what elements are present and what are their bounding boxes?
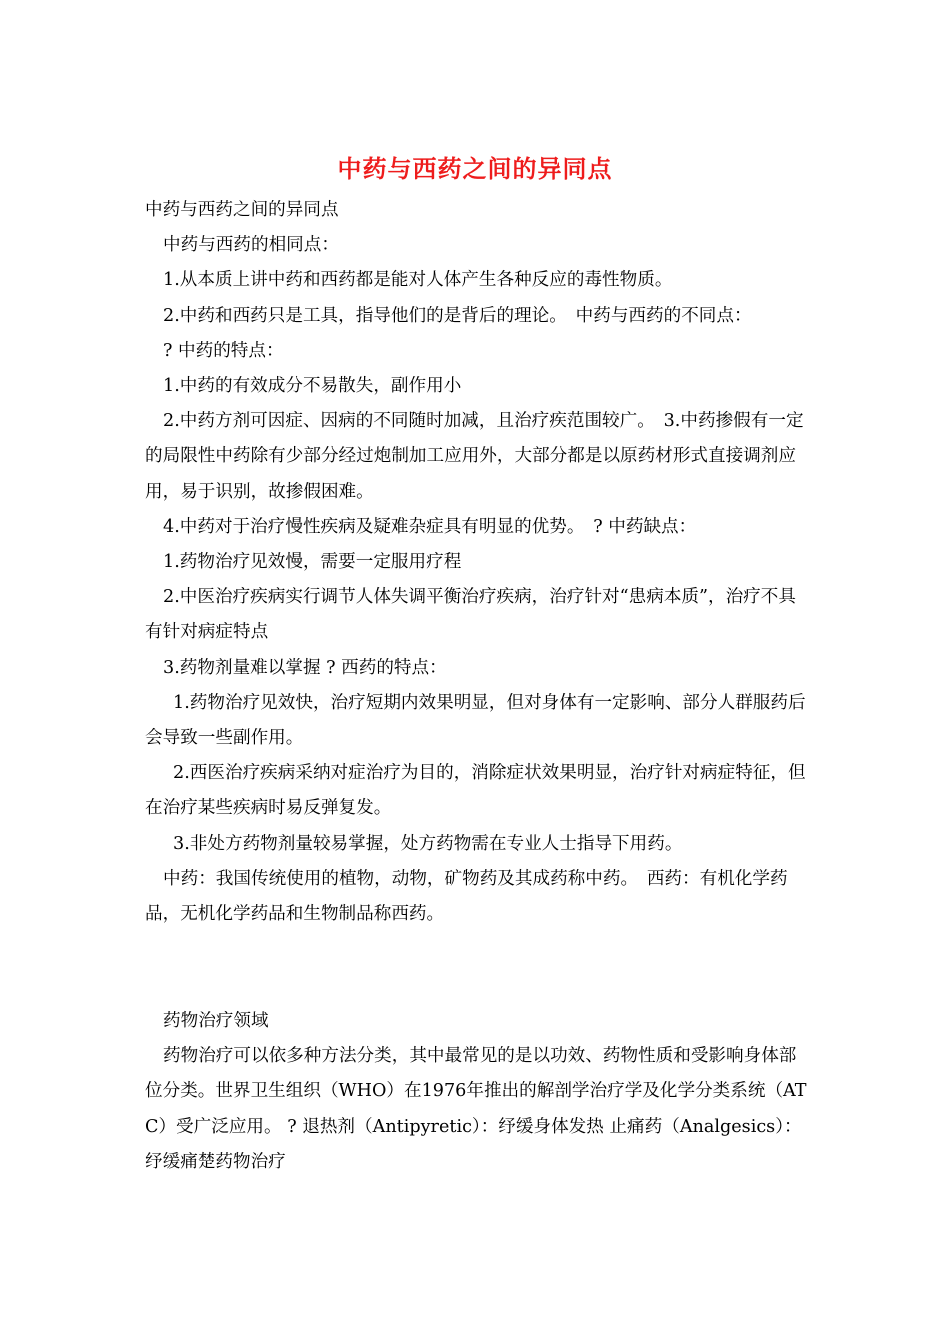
document-title: 中药与西药之间的异同点 [337, 154, 613, 183]
paragraph: 1.药物治疗见效快，治疗短期内效果明显，但对身体有一定影响、部分人群服药后会导致一些副作用。 [145, 692, 806, 749]
paragraph: 中药与西药的相同点： [163, 235, 339, 256]
paragraph: 3.非处方药物剂量较易掌握，处方药物需在专业人士指导下用药。 [173, 833, 683, 854]
paragraph: 1.中药的有效成分不易散失，副作用小 [163, 376, 462, 397]
paragraph: 2.西医治疗疾病采纳对症治疗为目的，消除症状效果明显，治疗针对病症特征，但在治疗某些疾病时易反弹复发。 [145, 763, 806, 819]
paragraph: 1.药物治疗见效慢，需要一定服用疗程 [163, 552, 462, 573]
paragraph: ? 中药的特点： [163, 340, 284, 361]
document-section-2 [145, 1004, 810, 1180]
document-body [145, 193, 810, 932]
paragraph: 2.中医治疗疾病实行调节人体失调平衡治疗疾病，治疗针对“患病本质”，治疗不具有针对病症特点 [145, 587, 796, 643]
paragraph: 中药：我国传统使用的植物，动物，矿物药及其成药称中药。 西药：有机化学药品，无机化学药品和生物制品称西药。 [145, 868, 788, 925]
paragraph: 2.中药和西药只是工具，指导他们的是背后的理论。 中药与西药的不同点： [163, 305, 752, 326]
paragraph: 药物治疗可以依多种方法分类，其中最常见的是以功效、药物性质和受影响身体部位分类。世界卫生组织（WHO）在1976年推出的解剖学治疗学及化学分类系统（ATC）受广泛应用。 ? 退热剂（Antipyretic）：纾缓身体发热 止痛药（Analgesics）：纾缓痛楚药物治疗 [145, 1046, 807, 1172]
paragraph: 1.从本质上讲中药和西药都是能对人体产生各种反应的毒性物质。 [163, 270, 673, 291]
paragraph-heading: 中药与西药之间的异同点 [145, 200, 339, 220]
section-heading: 药物治疗领域 [163, 1011, 269, 1031]
paragraph: 3.药物剂量难以掌握 ? 西药的特点： [163, 657, 447, 678]
paragraph: 2.中药方剂可因症、因病的不同随时加减，且治疗疾范围较广。 3.中药掺假有一定的局限性中药除有少部分经过炮制加工应用外，大部分都是以原药材形式直接调剂应用，易于识别，故掺假困难。 [145, 411, 804, 502]
paragraph: 4.中药对于治疗慢性疾病及疑难杂症具有明显的优势。 ? 中药缺点： [163, 516, 697, 537]
